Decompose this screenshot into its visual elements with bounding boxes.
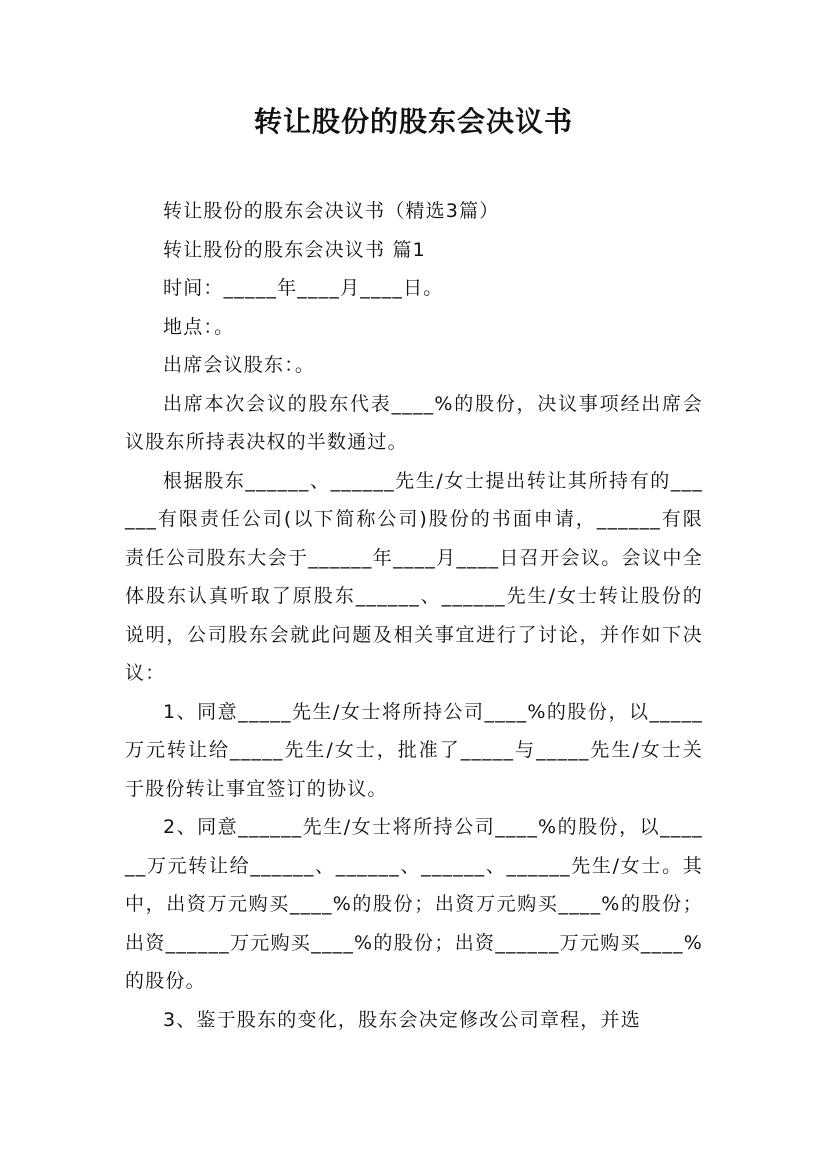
document-title: 转让股份的股东会决议书 (253, 105, 573, 138)
paragraph-attendees: 出席会议股东：。 (163, 354, 316, 376)
paragraph-section-heading: 转让股份的股东会决议书 篇1 (163, 238, 426, 261)
paragraph-resolution-2: 2、同意______先生/女士将所持公司____%的股份，以______万元转让给______、______、______、______先生/女士。其中，出资万元购买____%的股份；出资万元购买____%的股份；出资______万元购买____%的股份；出资______万元购买____%的股份。 (125, 816, 703, 992)
paragraph-time: 时间：_____年____月____日。 (163, 277, 444, 299)
paragraph-resolution-3: 3、鉴于股东的变化，股东会决定修改公司章程，并选 (163, 1008, 641, 1031)
paragraph-quorum: 出席本次会议的股东代表____%的股份，决议事项经出席会议股东所持表决权的半数通过。 (125, 392, 703, 453)
document-body (125, 192, 703, 1039)
paragraph-subtitle: 转让股份的股东会决议书（精选3篇） (163, 200, 500, 222)
paragraph-location: 地点：。 (163, 315, 235, 338)
paragraph-resolution-1: 1、同意_____先生/女士将所持公司____%的股份，以_____万元转让给_____先生/女士，批准了_____与_____先生/女士关于股份转让事宜签订的协议。 (125, 700, 703, 800)
paragraph-background: 根据股东______、______先生/女士提出转让其所持有的______有限责任公司(以下简称公司)股份的书面申请，______有限责任公司股东大会于______年____月____日召开会议。会议中全体股东认真听取了原股东______、______先生/女士转让股份的说明，公司股东会就此问题及相关事宜进行了讨论，并作如下决议： (125, 469, 703, 684)
